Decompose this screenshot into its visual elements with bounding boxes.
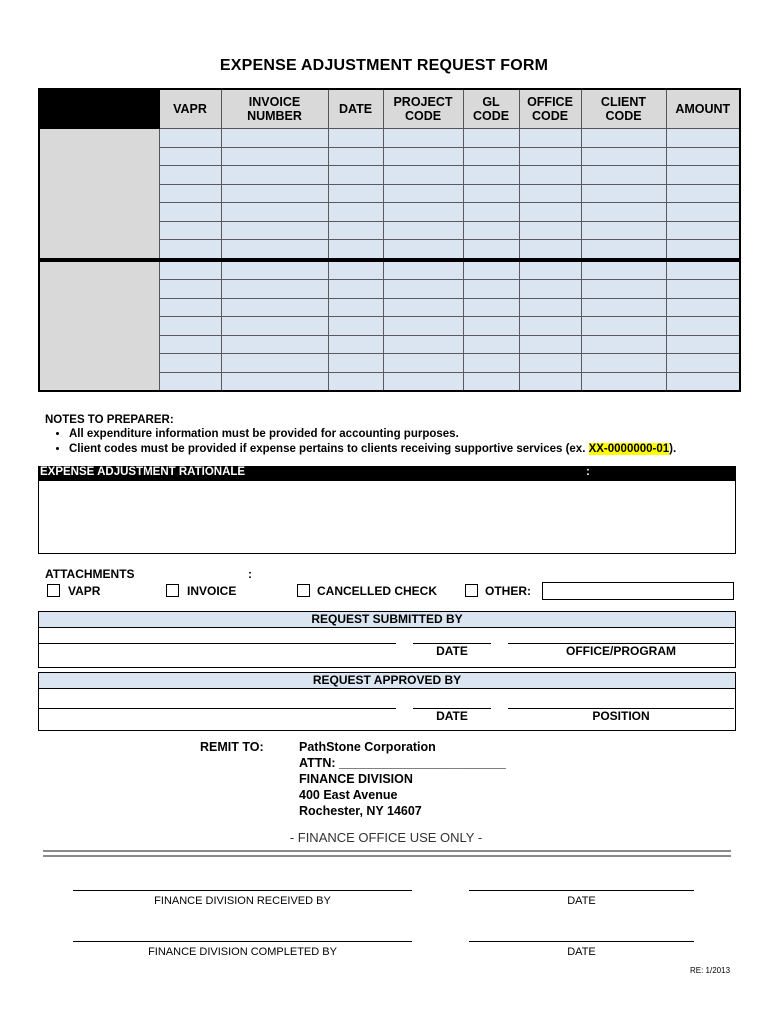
finance-office-heading: - FINANCE OFFICE USE ONLY - <box>289 830 483 845</box>
cancelled-check-checkbox[interactable] <box>297 584 310 597</box>
table-cell[interactable] <box>463 203 519 222</box>
table-cell[interactable] <box>519 240 581 260</box>
vapr-checkbox[interactable] <box>47 584 60 597</box>
table-cell[interactable] <box>581 129 666 148</box>
table-cell[interactable] <box>519 372 581 391</box>
table-cell[interactable] <box>383 354 463 373</box>
table-cell[interactable] <box>666 372 740 391</box>
submitted-office-label: OFFICE/PROGRAM <box>566 644 676 658</box>
table-cell[interactable] <box>463 147 519 166</box>
table-cell[interactable] <box>666 147 740 166</box>
table-cell[interactable] <box>666 298 740 317</box>
rationale-label: EXPENSE ADJUSTMENT RATIONALE <box>40 466 246 478</box>
rationale-textarea[interactable] <box>38 481 736 554</box>
remit-address <box>299 739 506 819</box>
table-cell[interactable] <box>221 317 328 336</box>
finance-divider <box>43 850 731 857</box>
table-cell[interactable] <box>383 335 463 354</box>
vapr-checkbox-label: VAPR <box>68 584 101 598</box>
table-cell[interactable] <box>328 184 383 203</box>
table-cell[interactable] <box>519 280 581 299</box>
table-cell[interactable] <box>159 240 221 260</box>
col-header-invoice-number: INVOICE NUMBER <box>221 89 328 129</box>
table-cell[interactable] <box>221 240 328 260</box>
cancelled-check-label: CANCELLED CHECK <box>317 584 437 598</box>
table-cell[interactable] <box>666 166 740 185</box>
table-cell[interactable] <box>519 335 581 354</box>
table-cell[interactable] <box>159 335 221 354</box>
invoice-checkbox[interactable] <box>166 584 179 597</box>
table-cell[interactable] <box>383 166 463 185</box>
table-cell[interactable] <box>328 240 383 260</box>
revision-note: RE: 1/2013 <box>690 966 731 975</box>
table-cell[interactable] <box>383 184 463 203</box>
table-cell[interactable] <box>383 147 463 166</box>
received-by-line[interactable] <box>73 890 412 891</box>
group-label-cell[interactable] <box>39 260 159 392</box>
remit-line-city: Rochester, NY 14607 <box>299 804 422 818</box>
table-cell[interactable] <box>383 372 463 391</box>
received-by-label: FINANCE DIVISION RECEIVED BY <box>154 895 331 907</box>
table-cell[interactable] <box>666 280 740 299</box>
note-item-2 <box>69 442 676 457</box>
table-cell[interactable] <box>666 184 740 203</box>
table-cell[interactable] <box>463 298 519 317</box>
table-cell[interactable] <box>328 260 383 280</box>
received-date-label: DATE <box>567 895 596 907</box>
submitted-date-label: DATE <box>436 644 468 658</box>
col-header-amount: AMOUNT <box>666 89 740 129</box>
approved-date-label: DATE <box>436 709 468 723</box>
table-cell[interactable] <box>581 317 666 336</box>
col-header-client-code: CLIENT CODE <box>581 89 666 129</box>
table-cell[interactable] <box>463 317 519 336</box>
other-input[interactable] <box>542 582 734 600</box>
table-cell[interactable] <box>221 221 328 240</box>
table-cell[interactable] <box>328 221 383 240</box>
table-cell[interactable] <box>328 317 383 336</box>
rationale-header <box>38 466 736 481</box>
remit-line-street: 400 East Avenue <box>299 788 398 802</box>
table-cell[interactable] <box>328 354 383 373</box>
expense-table <box>38 88 741 392</box>
table-cell[interactable] <box>159 147 221 166</box>
table-cell[interactable] <box>221 166 328 185</box>
table-cell[interactable] <box>519 147 581 166</box>
completed-by-label: FINANCE DIVISION COMPLETED BY <box>148 946 337 958</box>
table-cell[interactable] <box>519 203 581 222</box>
table-cell[interactable] <box>159 166 221 185</box>
table-cell[interactable] <box>328 298 383 317</box>
invoice-checkbox-label: INVOICE <box>187 584 237 598</box>
table-cell[interactable] <box>666 317 740 336</box>
table-cell[interactable] <box>666 240 740 260</box>
note-item-2-end: ). <box>669 443 677 455</box>
table-cell[interactable] <box>159 317 221 336</box>
table-cell[interactable] <box>581 335 666 354</box>
table-cell[interactable] <box>383 260 463 280</box>
table-cell[interactable] <box>463 335 519 354</box>
table-cell[interactable] <box>383 298 463 317</box>
table-cell[interactable] <box>221 129 328 148</box>
rationale-colon: : <box>586 466 590 478</box>
table-cell[interactable] <box>463 240 519 260</box>
table-cell[interactable] <box>519 129 581 148</box>
table-cell[interactable] <box>519 184 581 203</box>
other-checkbox[interactable] <box>465 584 478 597</box>
attachments-label: ATTACHMENTS <box>45 567 135 581</box>
table-cell[interactable] <box>328 280 383 299</box>
table-cell[interactable] <box>159 129 221 148</box>
table-cell[interactable] <box>463 221 519 240</box>
table-cell[interactable] <box>221 354 328 373</box>
approved-position-label: POSITION <box>592 709 650 723</box>
table-cell[interactable] <box>666 221 740 240</box>
attachments-colon: : <box>248 567 252 581</box>
table-row <box>39 260 740 280</box>
remit-to-label: REMIT TO: <box>200 740 264 754</box>
table-cell[interactable] <box>328 203 383 222</box>
table-cell[interactable] <box>328 147 383 166</box>
col-header-gl-code: GL CODE <box>463 89 519 129</box>
approved-signature-line[interactable] <box>39 708 396 709</box>
table-cell[interactable] <box>463 184 519 203</box>
table-row <box>39 129 740 148</box>
table-cell[interactable] <box>463 166 519 185</box>
table-cell[interactable] <box>666 335 740 354</box>
table-cell[interactable] <box>383 129 463 148</box>
table-cell[interactable] <box>159 260 221 280</box>
submitted-signature-line[interactable] <box>39 643 396 644</box>
table-cell[interactable] <box>221 280 328 299</box>
table-cell[interactable] <box>581 147 666 166</box>
remit-line-attn: ATTN: ________________________ <box>299 756 506 770</box>
table-cell[interactable] <box>666 203 740 222</box>
table-cell[interactable] <box>519 354 581 373</box>
col-header-office-code: OFFICE CODE <box>519 89 581 129</box>
page-title: EXPENSE ADJUSTMENT REQUEST FORM <box>219 57 549 74</box>
table-cell[interactable] <box>328 335 383 354</box>
completed-date-line[interactable] <box>469 941 694 942</box>
table-cell[interactable] <box>463 354 519 373</box>
table-cell[interactable] <box>159 354 221 373</box>
table-cell[interactable] <box>581 240 666 260</box>
table-cell[interactable] <box>519 260 581 280</box>
table-cell[interactable] <box>383 317 463 336</box>
table-cell[interactable] <box>581 298 666 317</box>
client-code-example: XX-0000000-01 <box>588 443 670 455</box>
table-cell[interactable] <box>159 298 221 317</box>
table-cell[interactable] <box>519 317 581 336</box>
table-cell[interactable] <box>383 203 463 222</box>
table-cell[interactable] <box>221 203 328 222</box>
request-submitted-header: REQUEST SUBMITTED BY <box>38 611 736 628</box>
notes-heading: NOTES TO PREPARER: <box>45 414 174 426</box>
note-item-1: • All expenditure information must be provided for accounting purposes. <box>69 427 676 442</box>
table-cell[interactable] <box>581 184 666 203</box>
table-cell[interactable] <box>463 129 519 148</box>
table-cell[interactable] <box>463 372 519 391</box>
table-cell[interactable] <box>666 354 740 373</box>
table-cell[interactable] <box>581 354 666 373</box>
col-header-vapr: VAPR <box>159 89 221 129</box>
note-item-2-text: Client codes must be provided if expense pertains to clients receiving supportive services (ex. <box>69 443 589 455</box>
completed-by-line[interactable] <box>73 941 412 942</box>
table-cell[interactable] <box>328 166 383 185</box>
table-cell[interactable] <box>221 147 328 166</box>
table-cell[interactable] <box>581 280 666 299</box>
remit-line-division: FINANCE DIVISION <box>299 772 413 786</box>
table-cell[interactable] <box>581 372 666 391</box>
group-label-cell[interactable] <box>39 129 159 260</box>
request-approved-header: REQUEST APPROVED BY <box>38 672 736 689</box>
table-cell[interactable] <box>519 298 581 317</box>
table-cell[interactable] <box>159 184 221 203</box>
table-cell[interactable] <box>666 129 740 148</box>
table-cell[interactable] <box>221 335 328 354</box>
table-cell[interactable] <box>221 184 328 203</box>
table-cell[interactable] <box>328 129 383 148</box>
table-cell[interactable] <box>383 280 463 299</box>
table-cell[interactable] <box>519 166 581 185</box>
completed-date-label: DATE <box>567 946 596 958</box>
table-cell[interactable] <box>463 280 519 299</box>
table-cell[interactable] <box>159 221 221 240</box>
table-cell[interactable] <box>463 260 519 280</box>
notes-to-preparer <box>45 414 676 457</box>
table-cell[interactable] <box>159 372 221 391</box>
table-cell[interactable] <box>159 280 221 299</box>
table-cell[interactable] <box>519 221 581 240</box>
other-checkbox-label: OTHER: <box>485 584 531 598</box>
table-cell[interactable] <box>666 260 740 280</box>
table-cell[interactable] <box>221 260 328 280</box>
table-cell[interactable] <box>383 221 463 240</box>
header-blank <box>39 89 159 129</box>
received-date-line[interactable] <box>469 890 694 891</box>
table-cell[interactable] <box>581 221 666 240</box>
table-cell[interactable] <box>581 260 666 280</box>
table-cell[interactable] <box>221 372 328 391</box>
col-header-project-code: PROJECT CODE <box>383 89 463 129</box>
table-cell[interactable] <box>383 240 463 260</box>
col-header-date: DATE <box>328 89 383 129</box>
remit-line-company: PathStone Corporation <box>299 740 436 754</box>
table-cell[interactable] <box>581 203 666 222</box>
table-cell[interactable] <box>581 166 666 185</box>
table-cell[interactable] <box>221 298 328 317</box>
table-cell[interactable] <box>328 372 383 391</box>
table-cell[interactable] <box>159 203 221 222</box>
